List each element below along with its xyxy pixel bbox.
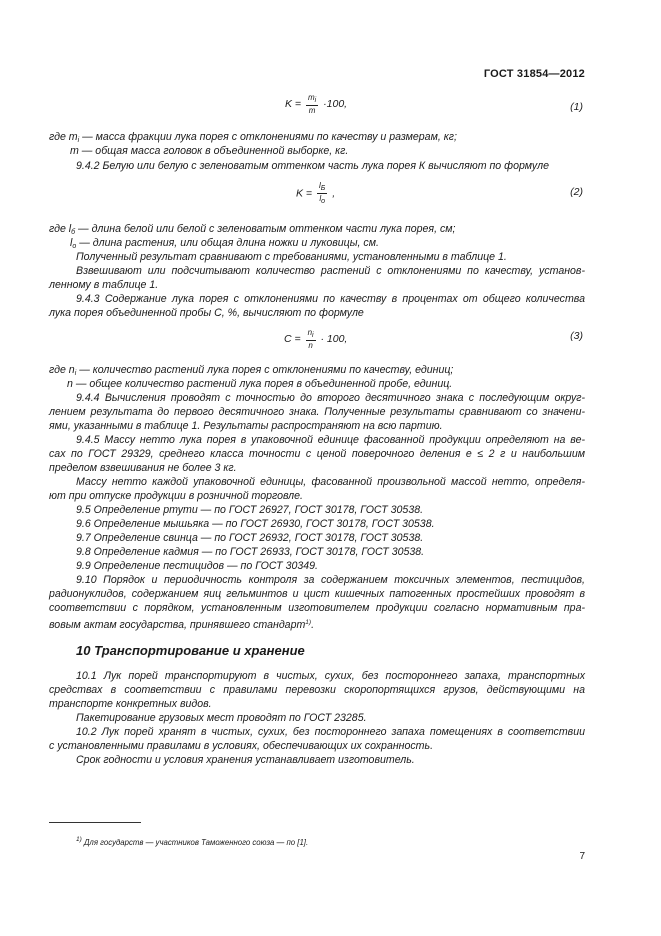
formula-2-fraction <box>317 181 327 206</box>
formula-2-lhs: K = <box>296 187 313 200</box>
footnote <box>76 833 308 849</box>
text-line: 10.1 Лук порей транспортируют в чистых, сухих, без постороннего запаха, транспортных <box>76 670 585 682</box>
formula-3 <box>284 328 347 350</box>
formula-1-rhs: ·100, <box>323 97 348 110</box>
equation-number-3: (3) <box>570 330 583 342</box>
formula-1-fraction <box>306 93 318 115</box>
text-line: ленному в таблице 1. <box>49 279 159 291</box>
formula-1-numerator: m <box>307 93 315 102</box>
text-line: 9.4.3 Содержание лука порея с отклонениями по качеству в процентах от общего количества <box>76 293 585 305</box>
text-line: Взвешивают или подсчитывают количество растений с отклонениями по качеству, установ- <box>76 265 585 277</box>
text-line: 9.4.5 Массу нетто лука порея в упаковочной единице фасованной продукции определяют на ве- <box>76 434 585 446</box>
text-line: радионуклидов, содержанием яиц гельминтов и цист кишечных патогенных простейших проводят в <box>49 588 585 600</box>
text-line: 9.5 Определение ртути — по ГОСТ 26927, ГОСТ 30178, ГОСТ 30538. <box>76 504 424 516</box>
text-line: сах по ГОСТ 29329, среднего класса точности с ценой поверочного деления е ≤ 2 г и наибольшим <box>49 448 585 460</box>
text-line: соответствии с порядком, установленным изготовителем продукции согласно нормативным пра- <box>49 602 585 614</box>
equation-number-2: (2) <box>570 186 583 198</box>
formula-3-numerator-sub: i <box>312 332 314 339</box>
text-line: 9.8 Определение кадмия — по ГОСТ 26933, ГОСТ 30178, ГОСТ 30538. <box>76 546 425 558</box>
footnote-text: Для государств — участников Таможенного союза — по [1]. <box>81 838 309 847</box>
text-line: пределом взвешивания не более 3 кг. <box>49 462 237 474</box>
text-line: вовым актам государства, принявшего стандарт$^{1)}$. <box>49 619 315 631</box>
text-line: ями, указанными в таблице 1. Результаты распространяют на всю партию. <box>49 420 443 432</box>
text-line: с установленными правилами в условиях, обеспечивающих их сохранность. <box>49 740 434 752</box>
formula-2-numerator: l <box>318 181 321 190</box>
formula-3-numerator: n <box>307 328 313 337</box>
formula-1-numerator-sub: i <box>314 97 317 104</box>
formula-1 <box>285 93 347 115</box>
text-line: m — общая масса головок в объединенной выборке, кг. <box>70 145 349 157</box>
footnote-separator <box>49 822 141 823</box>
formula-3-denominator: n <box>308 341 313 350</box>
formula-2-denominator-sub: о <box>321 198 325 205</box>
text-line: Срок годности и условия хранения устанавливает изготовитель. <box>76 754 415 766</box>
text-line: Пакетирование грузовых мест проводят по ГОСТ 23285. <box>76 712 367 724</box>
text-line: транспорте конкретных видов. <box>49 698 212 710</box>
text-line: $l_о$ — длина растения, или общая длина ножки и луковицы, см. <box>70 237 379 250</box>
text-line: ют при отпуске продукции в розничной торговле. <box>49 490 303 502</box>
equation-number-1: (1) <box>570 101 583 113</box>
text-line: Полученный результат сравнивают с требованиями, установленными в таблице 1. <box>76 251 507 263</box>
text-line: лука порея объединенной пробы С, %, вычисляют по формуле <box>49 307 364 319</box>
text-line: 9.7 Определение свинца — по ГОСТ 26932, ГОСТ 30178, ГОСТ 30538. <box>76 532 424 544</box>
footnote-ref: 1) <box>305 619 312 626</box>
formula-2 <box>296 181 335 206</box>
formula-1-lhs: K = <box>285 97 302 110</box>
text-line: где $l_б$ — длина белой или белой с зеленоватым оттенком части лука порея, см; <box>49 223 456 236</box>
formula-2-rhs: , <box>332 187 336 200</box>
document-code-header: ГОСТ 31854—2012 <box>483 68 585 80</box>
text-line: 9.9 Определение пестицидов — по ГОСТ 30349. <box>76 560 318 572</box>
formula-1-denominator: m <box>308 106 316 115</box>
text-line: 10.2 Лук порей хранят в чистых, сухих, без постороннего запаха помещениях в соответствии <box>76 726 585 738</box>
text-line: лением результата до первого десятичного знака. Полученные результаты сравнивают со значени- <box>49 406 585 418</box>
text-line: n — общее количество растений лука порея в объединенной пробе, единиц. <box>67 378 453 390</box>
page-number: 7 <box>579 851 585 862</box>
text-line: где $m_i$ — масса фракции лука порея с отклонениями по качеству и размерам, кг; <box>49 131 457 144</box>
formula-2-denominator: l <box>319 194 322 203</box>
formula-2-numerator-sub: Б <box>320 185 326 192</box>
formula-3-lhs: C = <box>284 332 301 345</box>
formula-3-rhs: · 100, <box>320 332 348 345</box>
text-line: средствах в соответствии с правилами перевозки скоропортящихся грузов, действующими на <box>49 684 585 696</box>
text-line: 9.4.2 Белую или белую с зеленоватым оттенком часть лука порея К вычисляют по формуле <box>76 160 549 172</box>
text-line: где $n_i$ — количество растений лука порея с отклонениями по качеству, единиц; <box>49 364 454 377</box>
text-line: 9.4.4 Вычисления проводят с точностью до второго десятичного знака с последующим округ- <box>76 392 585 404</box>
text-line: Массу нетто каждой упаковочной единицы, фасованной произвольной массой нетто, определя- <box>76 476 585 488</box>
footnote-mark: 1) <box>76 836 82 843</box>
formula-3-fraction <box>306 328 316 350</box>
text-line: 9.6 Определение мышьяка — по ГОСТ 26930, ГОСТ 30178, ГОСТ 30538. <box>76 518 435 530</box>
text-line: 9.10 Порядок и периодичность контроля за содержанием токсичных элементов, пестицидов, <box>76 574 585 586</box>
section-title: 10 Транспортирование и хранение <box>76 643 305 658</box>
